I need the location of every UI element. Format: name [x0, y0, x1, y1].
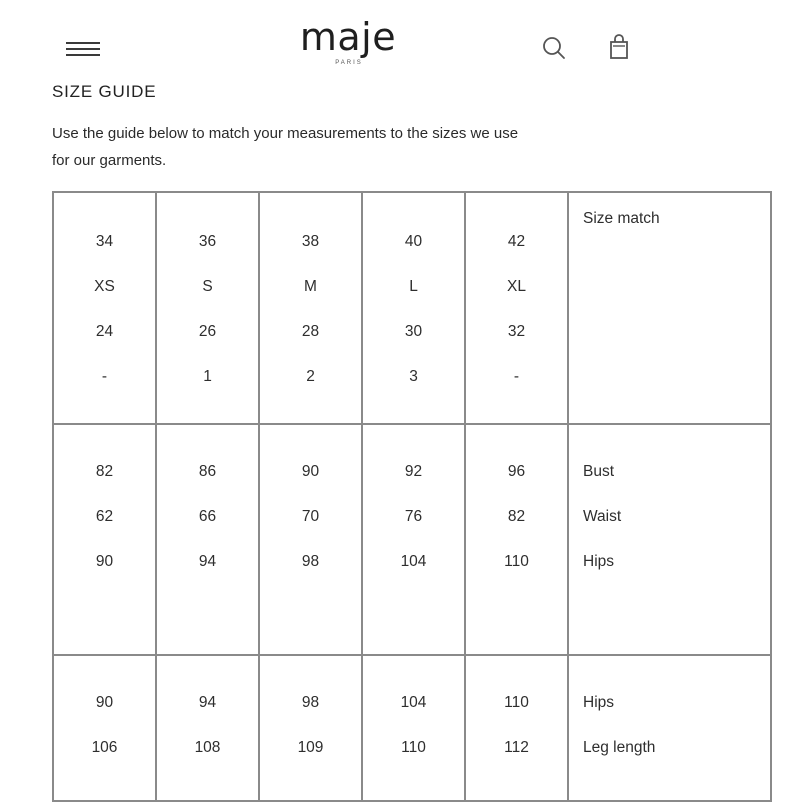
- measurement-value: 98: [301, 553, 320, 570]
- hamburger-bar: [66, 54, 100, 56]
- leg-measurements-row: [53, 655, 771, 801]
- measurement-value: 90: [95, 694, 114, 711]
- shopping-bag-icon: [602, 30, 636, 64]
- measurement-value: 110: [504, 694, 529, 711]
- measurement-value: 106: [91, 739, 118, 756]
- measurement-cell: [259, 655, 362, 801]
- size-value: 1: [203, 368, 212, 385]
- measurement-value: 96: [507, 463, 526, 480]
- page-title: SIZE GUIDE: [52, 82, 157, 101]
- measurement-value: 86: [198, 463, 217, 480]
- size-value: 34: [95, 233, 114, 250]
- measurement-value: 92: [404, 463, 423, 480]
- measurement-cell: [465, 655, 568, 801]
- size-cell: [156, 192, 259, 424]
- size-value: -: [513, 368, 520, 385]
- waist-label: Waist: [583, 508, 622, 525]
- size-value: S: [202, 278, 213, 295]
- measurement-value: 90: [95, 553, 114, 570]
- measurement-cell: [53, 424, 156, 655]
- measurement-value: 108: [194, 739, 221, 756]
- measurement-cell: [362, 424, 465, 655]
- measurement-value: 110: [401, 739, 426, 756]
- shopping-bag-button[interactable]: [602, 30, 636, 64]
- size-match-row: [53, 192, 771, 424]
- search-icon: [538, 32, 570, 64]
- measurement-value: 110: [504, 553, 529, 570]
- intro-text: [52, 120, 672, 174]
- measurement-value: 62: [95, 508, 114, 525]
- hamburger-bar: [66, 48, 100, 50]
- size-value: 32: [507, 323, 526, 340]
- size-value: XS: [94, 278, 115, 295]
- hips-label: Hips: [583, 694, 615, 711]
- measurement-value: 109: [297, 739, 324, 756]
- leg-measurement-labels-cell: [568, 655, 771, 801]
- size-value: XL: [507, 278, 526, 295]
- measurement-cell: [259, 424, 362, 655]
- size-value: 36: [198, 233, 217, 250]
- body-measurement-labels-cell: [568, 424, 771, 655]
- hamburger-menu-button[interactable]: [64, 38, 102, 60]
- intro-line-2: for our garments.: [52, 152, 167, 169]
- measurement-value: 104: [400, 553, 427, 570]
- measurement-value: 98: [301, 694, 320, 711]
- size-value: 28: [301, 323, 320, 340]
- size-value: 24: [95, 323, 114, 340]
- size-value: 3: [409, 368, 418, 385]
- measurement-cell: [465, 424, 568, 655]
- brand-subtitle: PARIS: [335, 60, 363, 66]
- size-match-label-cell: [568, 192, 771, 424]
- bust-label: Bust: [583, 463, 615, 480]
- search-button[interactable]: [538, 32, 570, 64]
- size-value: L: [409, 278, 418, 295]
- size-cell: [362, 192, 465, 424]
- size-cell: [259, 192, 362, 424]
- size-value: 30: [404, 323, 423, 340]
- site-header: [0, 0, 800, 80]
- measurement-value: 90: [301, 463, 320, 480]
- size-value: 40: [404, 233, 423, 250]
- size-guide-table: [52, 191, 772, 802]
- leg-length-label: Leg length: [583, 739, 656, 756]
- measurement-value: 82: [507, 508, 526, 525]
- measurement-value: 94: [198, 553, 217, 570]
- measurement-value: 66: [198, 508, 217, 525]
- measurement-cell: [156, 655, 259, 801]
- measurement-value: 112: [504, 739, 529, 756]
- measurement-value: 70: [301, 508, 320, 525]
- hamburger-menu-icon: [66, 42, 100, 44]
- measurement-value: 82: [95, 463, 114, 480]
- size-value: -: [101, 368, 108, 385]
- size-value: 42: [507, 233, 526, 250]
- measurement-value: 94: [198, 694, 217, 711]
- measurement-cell: [53, 655, 156, 801]
- body-measurements-row: [53, 424, 771, 655]
- measurement-value: 104: [400, 694, 427, 711]
- size-match-label: Size match: [583, 210, 660, 227]
- size-value: 2: [306, 368, 315, 385]
- size-value: M: [304, 278, 317, 295]
- hips-label: Hips: [583, 553, 615, 570]
- brand-name: maje: [299, 15, 397, 59]
- intro-line-1: Use the guide below to match your measurements to the sizes we use: [52, 125, 519, 142]
- brand-logo[interactable]: [300, 14, 500, 66]
- size-value: 26: [198, 323, 217, 340]
- size-cell: [465, 192, 568, 424]
- measurement-cell: [156, 424, 259, 655]
- measurement-cell: [362, 655, 465, 801]
- size-cell: [53, 192, 156, 424]
- size-value: 38: [301, 233, 320, 250]
- measurement-value: 76: [404, 508, 423, 525]
